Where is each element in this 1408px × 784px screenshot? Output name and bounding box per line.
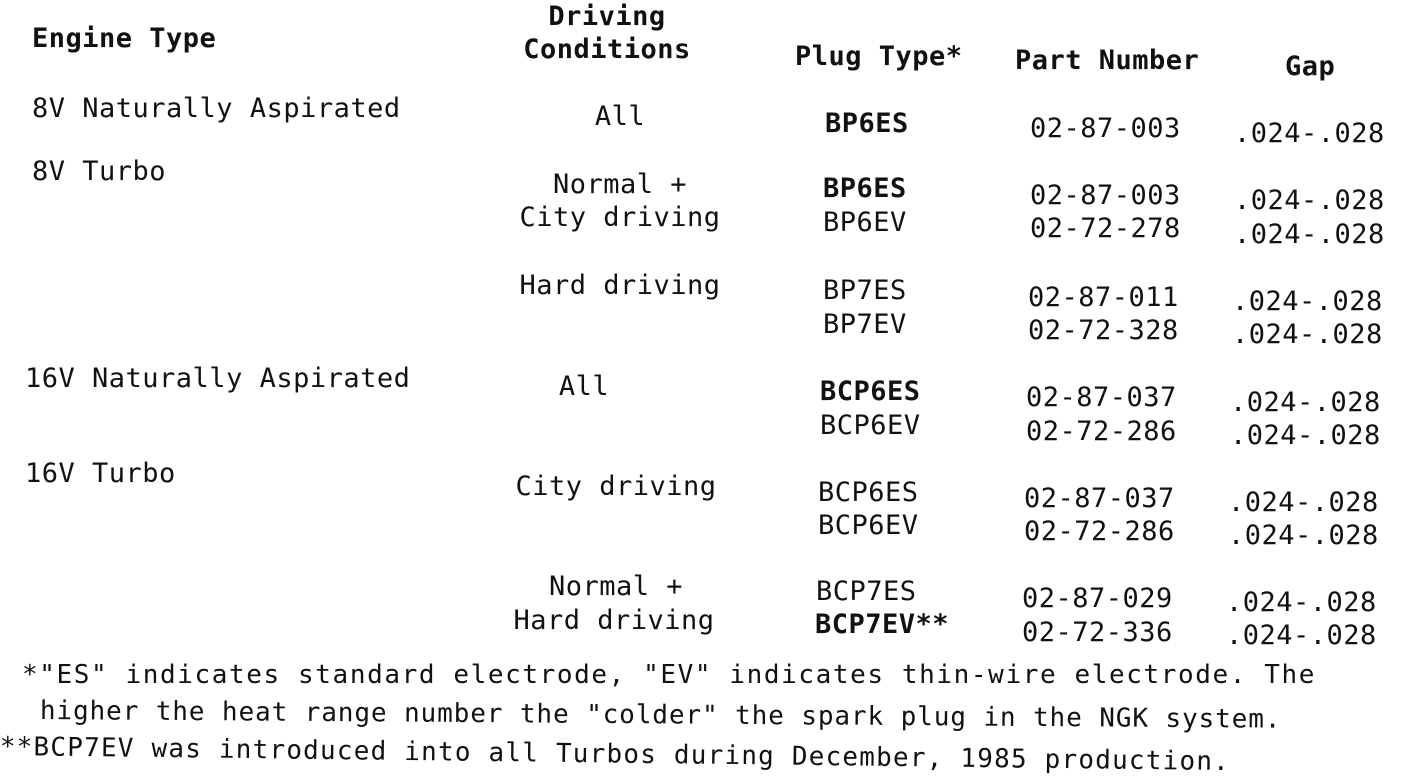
- part-number-cell: 02-87-029: [1022, 583, 1173, 614]
- gap-cell: .024-.028: [1234, 185, 1385, 216]
- gap-cell: .024-.028: [1234, 118, 1385, 149]
- part-number-cell: 02-72-286: [1024, 516, 1175, 547]
- condition-cell: Normal +: [552, 169, 688, 200]
- header-plug-type: Plug Type*: [795, 41, 963, 72]
- plug-type-cell: BP7ES: [823, 275, 907, 306]
- gap-cell: .024-.028: [1228, 520, 1379, 551]
- plug-type-cell: BCP7EV**: [815, 609, 950, 640]
- plug-type-cell: BCP7ES: [816, 576, 917, 607]
- engine-type-cell: 16V Naturally Aspirated: [25, 363, 411, 394]
- gap-cell: .024-.028: [1232, 286, 1383, 317]
- gap-cell: .024-.028: [1226, 620, 1377, 651]
- header-part-number: Part Number: [1015, 45, 1200, 76]
- plug-type-cell: BCP6EV: [818, 510, 919, 541]
- condition-cell: All: [558, 371, 610, 402]
- part-number-cell: 02-87-003: [1030, 180, 1181, 211]
- engine-type-cell: 8V Naturally Aspirated: [32, 93, 401, 124]
- condition-cell: Hard driving: [513, 605, 715, 636]
- part-number-cell: 02-72-278: [1030, 213, 1181, 244]
- gap-cell: .024-.028: [1230, 387, 1381, 418]
- plug-type-cell: BP7EV: [823, 309, 907, 340]
- gap-cell: .024-.028: [1230, 420, 1381, 451]
- part-number-cell: 02-87-037: [1024, 483, 1175, 514]
- plug-type-cell: BP6ES: [825, 108, 909, 139]
- header-driving-line1: Driving: [548, 1, 666, 32]
- gap-cell: .024-.028: [1228, 487, 1379, 518]
- header-engine-type: Engine Type: [32, 23, 217, 54]
- condition-cell: City driving: [519, 202, 721, 233]
- condition-cell: Normal +: [548, 571, 684, 602]
- header-driving-line2: Conditions: [523, 34, 691, 65]
- gap-cell: .024-.028: [1234, 219, 1385, 250]
- engine-type-cell: 16V Turbo: [25, 458, 176, 489]
- plug-type-cell: BCP6ES: [818, 477, 919, 508]
- header-gap: Gap: [1285, 51, 1336, 82]
- part-number-cell: 02-72-328: [1028, 315, 1179, 346]
- plug-type-cell: BCP6ES: [820, 376, 921, 407]
- engine-type-cell: 8V Turbo: [32, 156, 167, 187]
- part-number-cell: 02-87-003: [1030, 113, 1181, 144]
- condition-cell: City driving: [515, 471, 717, 502]
- footnote-line-2: higher the heat range number the "colder" the spark plug in the NGK system.: [39, 696, 1282, 735]
- part-number-cell: 02-87-037: [1026, 382, 1177, 413]
- condition-cell: Hard driving: [519, 270, 721, 301]
- plug-type-cell: BP6ES: [823, 173, 907, 204]
- part-number-cell: 02-72-286: [1026, 416, 1177, 447]
- plug-type-cell: BCP6EV: [820, 410, 921, 441]
- plug-type-cell: BP6EV: [823, 207, 907, 238]
- gap-cell: .024-.028: [1226, 587, 1377, 618]
- part-number-cell: 02-72-336: [1022, 617, 1173, 648]
- footnote-line-3: **BCP7EV was introduced into all Turbos during December, 1985 production.: [0, 731, 1231, 778]
- condition-cell: All: [594, 101, 646, 132]
- part-number-cell: 02-87-011: [1028, 282, 1179, 313]
- gap-cell: .024-.028: [1232, 319, 1383, 350]
- footnote-line-1: *"ES" indicates standard electrode, "EV" indicates thin-wire electrode. The: [22, 660, 1316, 690]
